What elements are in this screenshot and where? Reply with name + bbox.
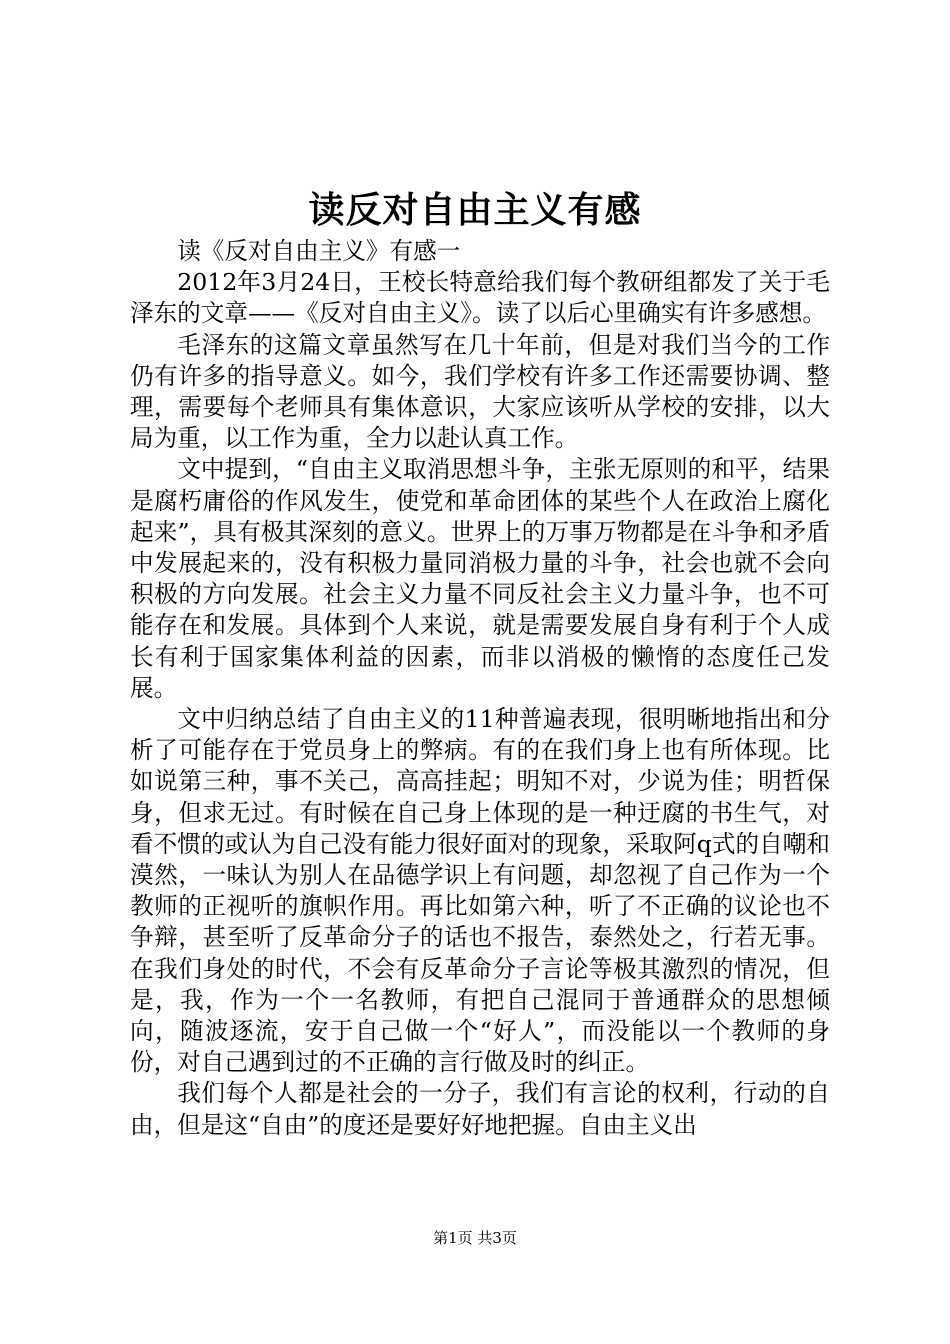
paragraph: 文中提到，“自由主义取消思想斗争，主张无原则的和平，结果是腐朽庸俗的作风发生，使党和革命团体的某些个人在政治上腐化起来”，具有极其深刻的意义。世界上的万事万物都是在斗争和矛盾中发展起来的，没有积极力量同消极力量的斗争，社会也就不会向积极的方向发展。社会主义力量不同反社会主义力量斗争，也不可能存在和发展。具体到个人来说，就是需要发展自身有利于个人成长有利于国家集体利益的因素，而非以消极的懒惰的态度任己发展。 — [130, 455, 830, 702]
paragraph: 毛泽东的这篇文章虽然写在几十年前，但是对我们当今的工作仍有许多的指导意义。如今，我们学校有许多工作还需要协调、整理，需要每个老师具有集体意识，大家应该听从学校的安排，以大局为重，以工作为重，全力以赴认真工作。 — [130, 330, 830, 453]
document-body — [130, 236, 830, 1141]
paragraph-subtitle: 读《反对自由主义》有感一 — [177, 237, 461, 265]
page-footer: 第1页 共3页 — [433, 1229, 517, 1247]
paragraph: 文中归纳总结了自由主义的11种普遍表现，很明晰地指出和分析了可能存在于党员身上的弊病。有的在我们身上也有所体现。比如说第三种，事不关己，高高挂起；明知不对，少说为佳；明哲保身，但求无过。有时候在自己身上体现的是一种迂腐的书生气，对看不惯的或认为自己没有能力很好面对的现象，采取阿q式的自嘲和漠然，一味认为别人在品德学识上有问题，却忽视了自己作为一个教师的正视听的旗帜作用。再比如第六种，听了不正确的议论也不争辩，甚至听了反革命分子的话也不报告，泰然处之，行若无事。在我们身处的时代，不会有反革命分子言论等极其激烈的情况，但是，我，作为一个一名教师，有把自己混同于普通群众的思想倾向，随波逐流，安于自己做一个“好人”，而没能以一个教师的身份，对自己遇到过的不正确的言行做及时的纠正。 — [130, 705, 830, 1077]
document-title: 读反对自由主义有感 — [308, 189, 642, 231]
paragraph: 2012年3月24日，王校长特意给我们每个教研组都发了关于毛泽东的文章——《反对自由主义》。读了以后心里确实有许多感想。 — [130, 268, 830, 328]
paragraph: 我们每个人都是社会的一分子，我们有言论的权利，行动的自由，但是这“自由”的度还是要好好地把握。自由主义出 — [130, 1079, 830, 1139]
